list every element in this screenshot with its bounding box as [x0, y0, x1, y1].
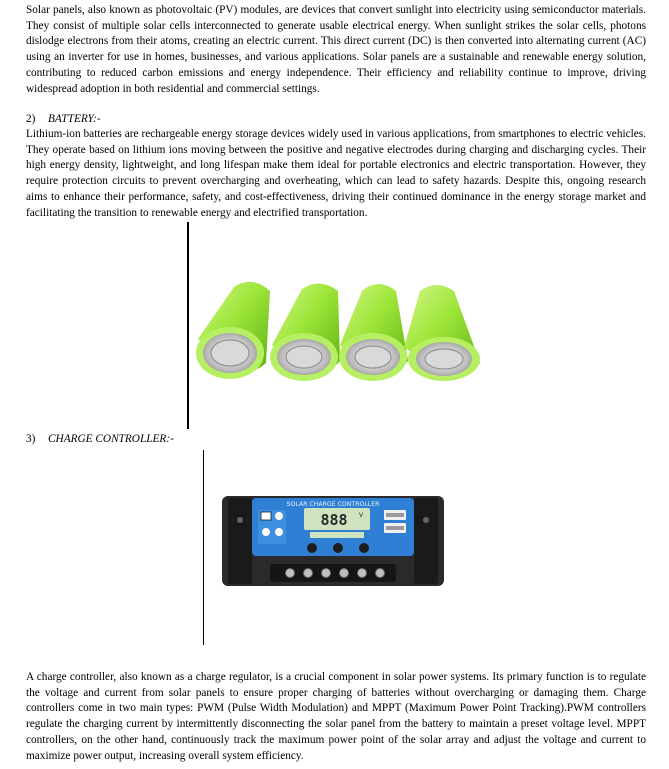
battery-heading [26, 112, 101, 128]
battery-cell-2 [270, 283, 340, 381]
charge-controller-figure-border [203, 450, 204, 645]
intro-paragraph: Solar panels, also known as photovoltaic (PV) modules, are devices that convert sunlight into electricity using semiconductor materials. They consist of multiple solar cells interconnected to generate usable electrical energy. When sunlight strikes the solar cells, photons dislodge electrons from their atoms, creating an electric current. This direct current (DC) is then converted into alternating current (AC) using an inverter for use in homes, businesses, and various applications. Solar panels are a sustainable and renewable energy solution, contributing to reduced carbon emissions and energy independence. Their efficiency and reliability continue to improve, driving widespread adoption in both residential and commercial settings. [26, 4, 646, 95]
lcd-unit: V [359, 512, 364, 519]
charge-controller-heading [26, 432, 174, 448]
controller-button-3 [359, 543, 369, 553]
charge-controller-image [222, 490, 444, 592]
charge-controller-heading-title: CHARGE CONTROLLER:- [48, 433, 174, 445]
controller-device-label: SOLAR CHARGE CONTROLLER [286, 501, 380, 508]
battery-cell-1 [196, 282, 270, 379]
lcd-reading: 888 [320, 511, 348, 529]
battery-heading-number: 2) [26, 113, 36, 125]
controller-button-1 [307, 543, 317, 553]
battery-heading-title: BATTERY:- [48, 113, 101, 125]
battery-figure-border [187, 222, 189, 429]
lithium-battery-image [192, 277, 487, 381]
battery-cell-4 [404, 285, 480, 381]
battery-paragraph: Lithium-ion batteries are rechargeable energy storage devices widely used in various applications, from smartphones to electric vehicles. They operate based on lithium ions moving between the positive and negative electrodes during charging and discharging cycles. Their high energy density, lightweight, and long lifespan make them ideal for portable electronics and electric transportation. However, they require protection circuits to prevent overcharging and overheating, which can lead to safety hazards. Despite this, ongoing research aims to enhance their performance, safety, and cost-effectiveness, driving their continued dominance in the energy storage market and facilitating the transition to renewable energy and electrified transportation. [26, 128, 646, 219]
battery-cell-3 [339, 284, 408, 381]
controller-button-2 [333, 543, 343, 553]
charge-controller-heading-number: 3) [26, 433, 36, 445]
charge-controller-paragraph: A charge controller, also known as a charge regulator, is a crucial component in solar power systems. Its primary function is to regulate the voltage and current from solar panels to ensure proper charging of batteries without overcharging or damaging them. Charge controllers come in two main types: PWM (Pulse Width Modulation) and MPPT (Maximum Power Point Tracking).PWM controllers regulate the charging current by intermittently disconnecting the solar panel from the battery to maintain a preset voltage level. MPPT controllers, on the other hand, continuously track the maximum power point of the solar array and adjust the voltage and current to maximize power output, increasing overall system efficiency. [26, 671, 646, 762]
